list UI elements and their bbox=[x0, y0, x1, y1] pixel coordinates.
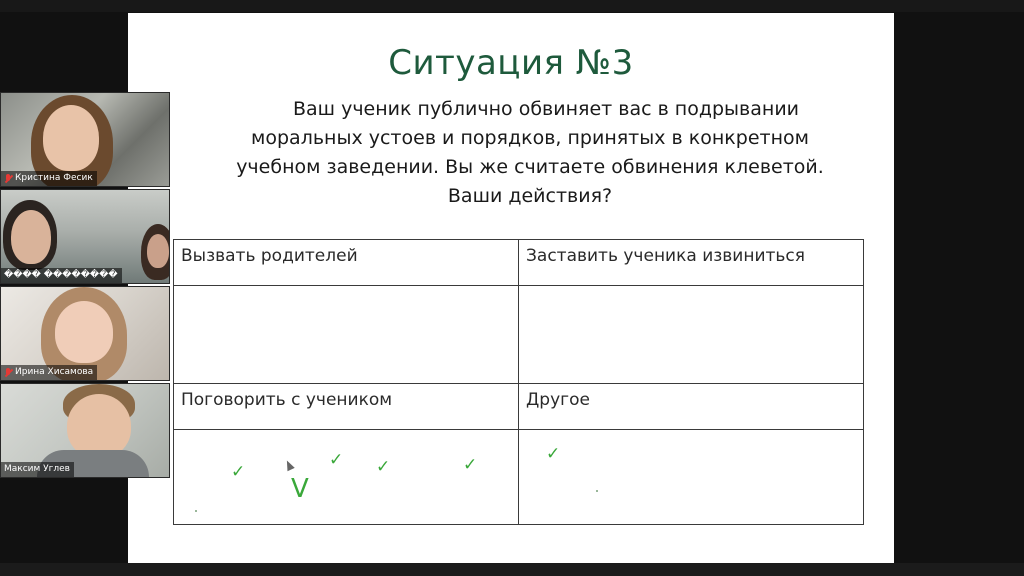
participant-tile[interactable] bbox=[0, 286, 170, 381]
participant-name-bar bbox=[1, 365, 97, 380]
participant-face bbox=[67, 394, 131, 458]
participant-name-bar bbox=[1, 462, 74, 477]
window-bottom-bar bbox=[0, 563, 1024, 576]
presentation-slide bbox=[128, 13, 894, 563]
participant-tile[interactable] bbox=[0, 92, 170, 187]
checkmark-icon: ✓ bbox=[376, 456, 391, 477]
checkmark-icon: ✓ bbox=[231, 461, 246, 482]
participant-face bbox=[55, 301, 113, 363]
checkmark-icon: ✓ bbox=[329, 449, 344, 470]
stray-mark bbox=[596, 490, 598, 492]
participant-name: Ирина Хисамова bbox=[15, 367, 94, 377]
situation-text bbox=[220, 95, 840, 211]
participant-name-bar bbox=[1, 268, 122, 283]
situation-text-line: моральных устоев и порядков, принятых в конкретном bbox=[251, 127, 809, 149]
participant-name: ���� �������� bbox=[4, 270, 118, 280]
participants-panel bbox=[0, 92, 170, 478]
participant-tile[interactable] bbox=[0, 383, 170, 478]
participant-face bbox=[11, 210, 51, 264]
participant-face bbox=[147, 234, 169, 268]
mouse-cursor-icon bbox=[283, 458, 294, 470]
situation-text-line: Ваш ученик публично обвиняет вас в подрывании bbox=[292, 98, 800, 120]
participant-face bbox=[43, 105, 99, 171]
checkmark-icon: ✓ bbox=[463, 454, 478, 475]
option-label: Другое bbox=[519, 383, 864, 429]
option-vote-cell bbox=[174, 429, 519, 524]
option-label: Вызвать родителей bbox=[174, 240, 519, 286]
checkmark-icon: ✓ bbox=[546, 443, 561, 464]
participant-name: Кристина Фесик bbox=[15, 173, 93, 183]
mic-muted-icon bbox=[4, 368, 12, 378]
participant-name: Максим Углев bbox=[4, 464, 70, 474]
window-top-bar bbox=[0, 0, 1024, 12]
handwritten-v-mark: V bbox=[291, 473, 309, 504]
situation-text-line: учебном заведении. Вы же считаете обвинения клеветой. bbox=[236, 156, 824, 178]
option-vote-cell bbox=[519, 429, 864, 524]
participant-name-bar bbox=[1, 171, 97, 186]
option-label: Заставить ученика извиниться bbox=[519, 240, 864, 286]
options-table bbox=[173, 239, 864, 525]
option-vote-cell bbox=[519, 286, 864, 383]
option-label: Поговорить с учеником bbox=[174, 383, 519, 429]
slide-title: Ситуация №3 bbox=[388, 43, 634, 83]
participant-tile[interactable] bbox=[0, 189, 170, 284]
option-vote-cell bbox=[174, 286, 519, 383]
situation-text-line: Ваши действия? bbox=[447, 185, 613, 207]
mic-muted-icon bbox=[4, 174, 12, 184]
stray-mark bbox=[195, 510, 197, 512]
